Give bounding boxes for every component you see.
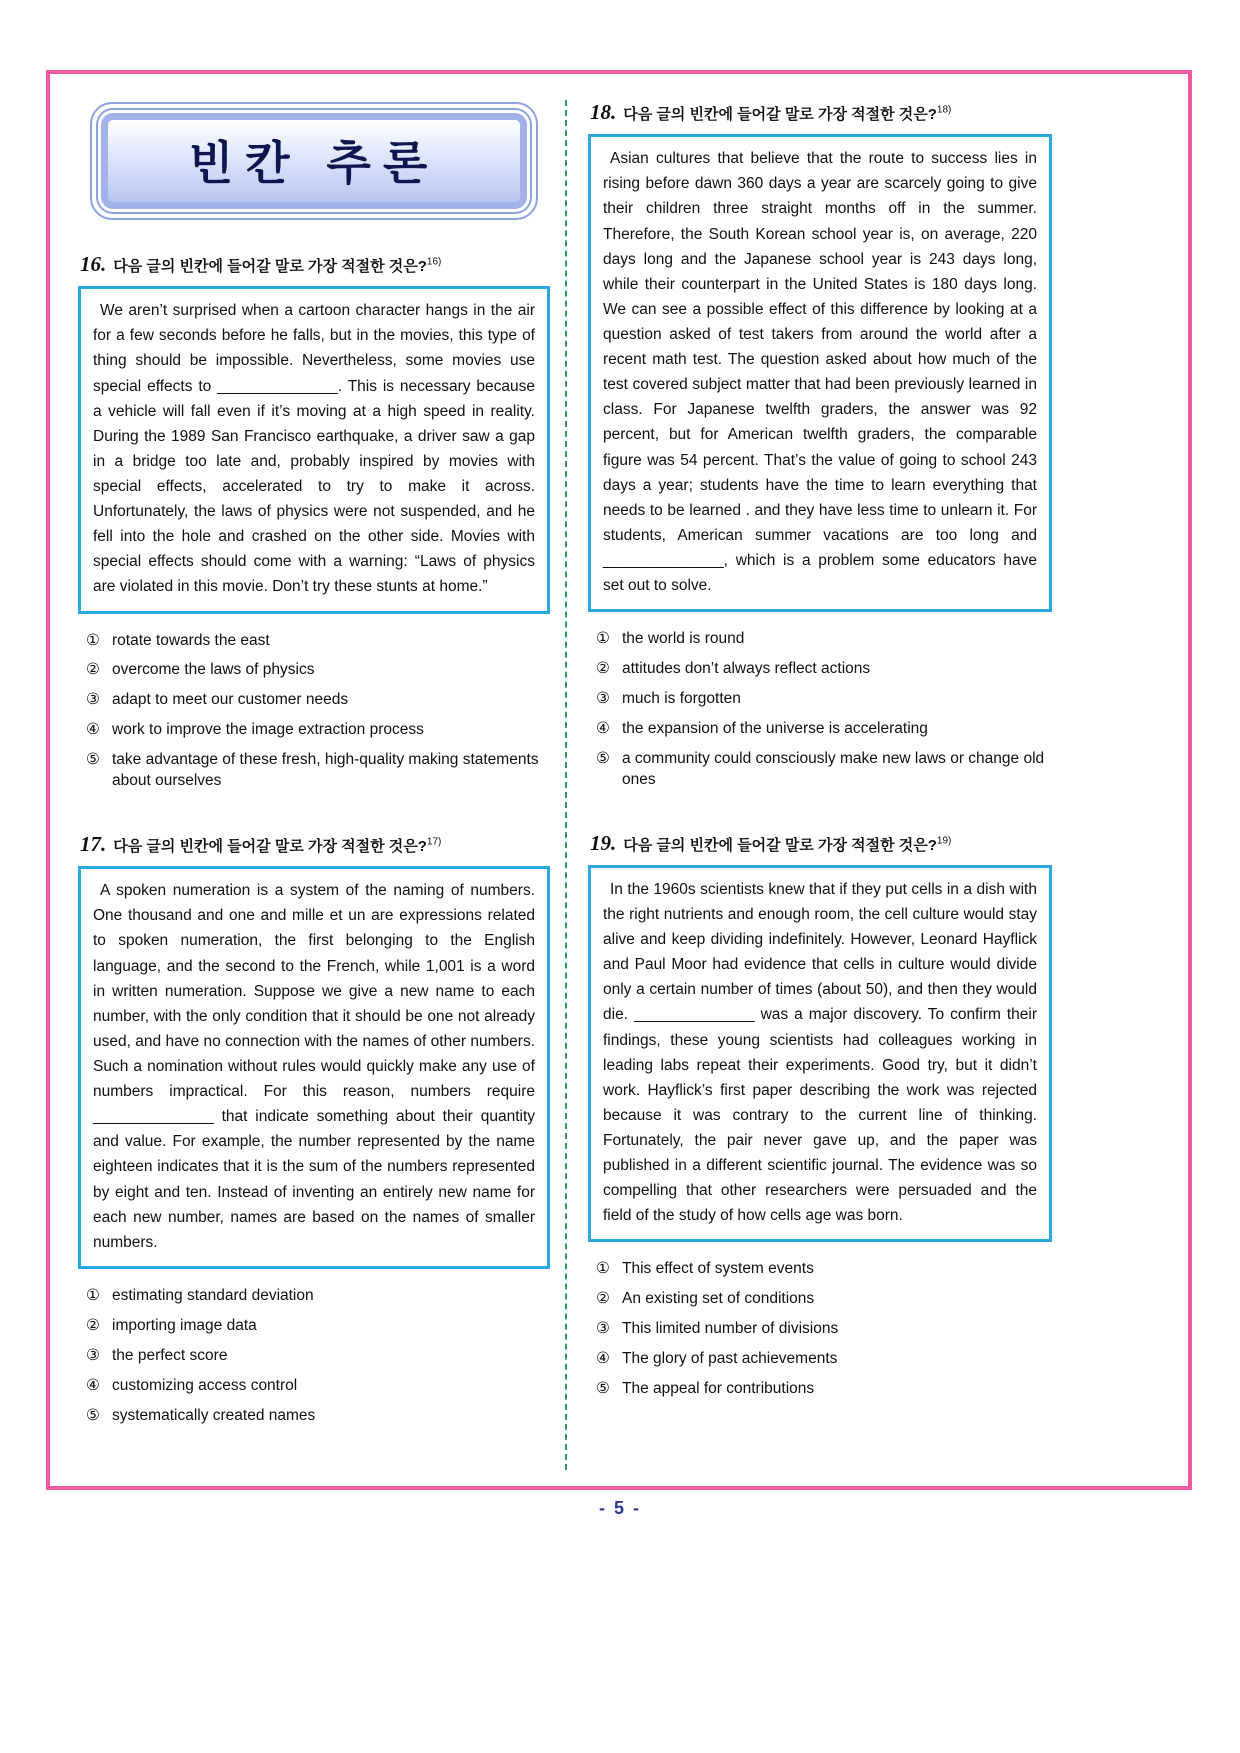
option-text: importing image data [112,1316,257,1334]
question-16-passage: We aren’t surprised when a cartoon character hangs in the air for a few seconds before he falls, but in the movies, this type of thing should be impossible. Nevertheless, some movies use special effects to ______________. This is necessary because a vehicle will fall even if it’s moving at a high speed in reality. During the 1989 San Francisco earthquake, a driver saw a gap in a bridge too late and, probably inspired by movies with special effects, accelerated to try to make it across. Unfortunately, the laws of physics were not suspended, and he fell into the hole and crashed on the other side. Movies with special effects should come with a warning: “Laws of physics are violated in this movie. Don’t try these stunts at home.” [78,286,550,613]
question-19-options [596,1259,1052,1400]
question-19 [588,831,1052,1400]
right-column [588,100,1052,1470]
page-border-frame [46,70,1192,1490]
option [596,1259,1052,1280]
option-marker: ④ [596,719,610,737]
option-marker: ③ [86,1346,100,1364]
option [86,690,550,711]
footnote-ref: 19) [936,835,952,847]
option-text: This effect of system events [622,1260,814,1278]
option [86,1286,550,1307]
option [596,1379,1052,1400]
section-title-banner [90,102,538,220]
option-text: The appeal for contributions [622,1380,815,1398]
option-text: rotate towards the east [112,631,270,649]
footnote-ref: 18) [936,104,952,116]
question-16 [78,252,550,792]
section-title: 빈칸 추론 [188,137,440,189]
option-marker: ⑤ [86,1406,100,1424]
option-marker: ② [86,1316,100,1334]
option-marker: ① [86,1286,100,1304]
question-prompt: 다음 글의 빈칸에 들어갈 말로 가장 적절한 것은? [113,258,427,275]
option-marker: ② [596,1290,610,1308]
question-number: 16. [80,252,107,276]
option-marker: ① [596,630,610,648]
option-text: take advantage of these fresh, high-quality making statements about ourselves [112,751,539,790]
option [86,1346,550,1367]
option-text: much is forgotten [622,690,741,707]
option-marker: ④ [86,721,100,739]
question-17-header [80,832,550,857]
option-marker: ③ [596,1320,610,1338]
question-prompt: 다음 글의 빈칸에 들어갈 말로 가장 적절한 것은? [623,106,937,123]
option [596,659,1052,680]
option-marker: ① [596,1260,610,1278]
question-16-options [86,631,550,793]
option-marker: ① [86,631,100,649]
option-marker: ② [86,661,100,679]
option [86,660,550,681]
option [596,1289,1052,1310]
left-column [78,100,550,1470]
question-18 [588,100,1052,791]
option [596,1349,1052,1370]
two-column-layout [50,74,1188,1486]
option [596,689,1052,710]
question-18-header [590,100,1052,125]
footnote-ref: 17) [426,836,442,848]
question-number: 19. [590,830,617,855]
question-19-header [590,831,1052,856]
option [596,749,1052,791]
footnote-ref: 16) [426,256,442,268]
question-number: 17. [80,832,107,857]
question-prompt: 다음 글의 빈칸에 들어갈 말로 가장 적절한 것은? [623,836,937,854]
option [596,1319,1052,1340]
page-number: - 5 - [598,1498,641,1518]
option-marker: ③ [86,691,100,709]
banner-inner-panel [101,113,527,209]
option [86,750,550,792]
option-marker: ⑤ [596,1380,610,1398]
option-text: systematically created names [112,1406,316,1424]
option-text: the world is round [622,630,745,648]
option-text: the perfect score [112,1346,228,1364]
question-18-options [596,629,1052,791]
option-text: attitudes don’t always reflect actions [622,660,871,678]
option-text: The glory of past achievements [622,1350,838,1368]
option [86,1406,550,1427]
question-17 [78,832,550,1426]
option-marker: ② [596,660,610,678]
banner-middle-ring [96,108,532,214]
option-text: the expansion of the universe is accelerating [622,719,928,737]
option-text: a community could consciously make new laws or change old ones [622,749,1045,788]
option [86,1376,550,1397]
option-marker: ③ [596,690,610,707]
option [86,631,550,652]
column-divider-dashed-line [565,100,567,1470]
option-text: customizing access control [112,1376,298,1394]
question-17-passage: A spoken numeration is a system of the naming of numbers. One thousand and one and mille et un are expressions related to spoken numeration, the first belonging to the English language, and the second to the French, while 1,001 is a word in written numeration. Suppose we give a new name to each number, with the only condition that it should be one not already used, and have no connection with the names of other numbers. Such a nomination without rules would quickly make any use of numbers impractical. For this reason, numbers require ______________ that indicate something about their quantity and value. For example, the number represented by the name eighteen indicates that it is the sum of the numbers represented by eight and ten. Instead of inventing an entirely new name for each new number, names are based on the names of smaller numbers. [78,866,550,1269]
question-19-passage: In the 1960s scientists knew that if they put cells in a dish with the right nutrients and enough room, the cell culture would stay alive and keep dividing indefinitely. However, Leonard Hayflick and Paul Moor had evidence that cells in culture would divide only a certain number of times (about 50), and then they would die. ______________ was a major discovery. To confirm their findings, these young scientists had colleagues working in leading labs repeat their experiments. Good try, but it didn’t work. Hayflick’s first paper describing the work was rejected because it was contrary to the current line of thinking. Fortunately, the pair never gave up, and the paper was published in a different scientific journal. The evidence was so compelling that other researchers were persuaded and the field of the study of how cells age was born. [588,865,1052,1243]
option-marker: ④ [86,1376,100,1394]
option-text: work to improve the image extraction process [112,721,424,739]
option-marker: ④ [596,1350,610,1368]
option [596,719,1052,740]
question-number: 18. [590,100,617,124]
option-marker: ⑤ [86,751,100,769]
question-17-options [86,1286,550,1427]
option [86,1316,550,1337]
question-18-passage: Asian cultures that believe that the route to success lies in rising before dawn 360 days a year are scarcely going to give their children three straight months off in the summer. Therefore, the South Korean school year is, on average, 220 days long and the Japanese school year is 243 days long, while their counterpart in the United States is 180 days long. We can see a possible effect of this difference by looking at a question asked of test takers from around the world after a recent math test. The question asked about how much of the test covered subject matter that had been previously learned in class. For Japanese twelfth graders, the answer was 92 percent, but for American twelfth graders, the comparable figure was 54 percent. That’s the value of going to school 243 days a year; students have the time to learn everything that needs to be learned . and they have less time to unlearn it. For students, American summer vacations are too long and ______________, which is a problem some educators have set out to solve. [588,134,1052,612]
option-text: overcome the laws of physics [112,661,315,679]
option [596,629,1052,650]
option-text: estimating standard deviation [112,1286,314,1304]
question-16-header [80,252,550,277]
option-text: This limited number of divisions [622,1320,839,1338]
option [86,720,550,741]
option-text: An existing set of conditions [622,1290,815,1308]
option-text: adapt to meet our customer needs [112,691,349,709]
question-prompt: 다음 글의 빈칸에 들어갈 말로 가장 적절한 것은? [113,838,427,856]
option-marker: ⑤ [596,749,610,767]
